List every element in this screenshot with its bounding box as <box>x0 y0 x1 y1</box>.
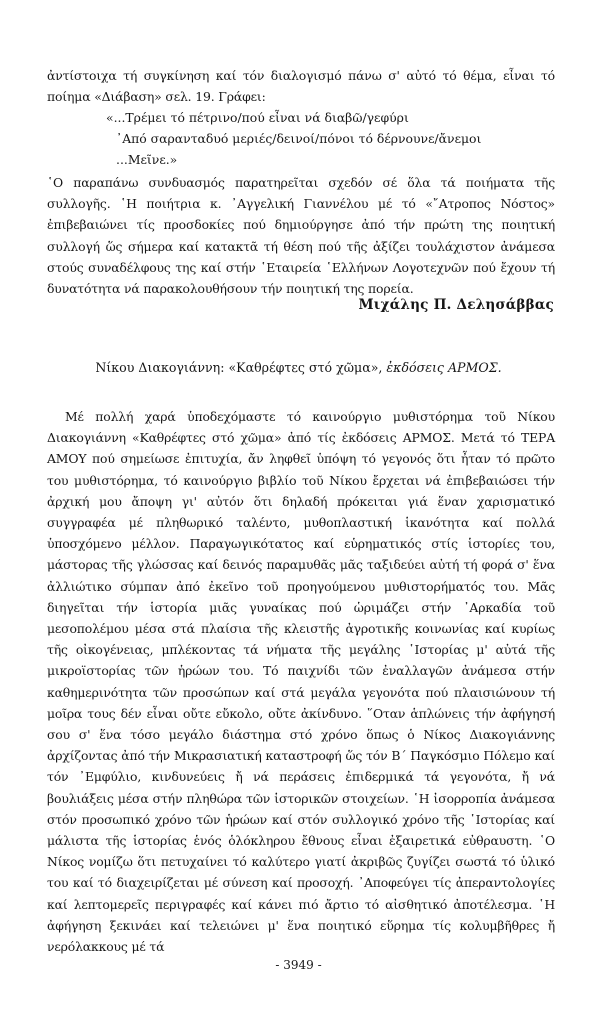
review-heading <box>0 360 597 375</box>
author-signature: Μιχάλης Π. Δελησάββας <box>358 297 554 313</box>
review-heading-book: Νίκου Διακογιάννη: «Καθρέφτες στό χῶμα», <box>95 360 387 375</box>
poem-quote-line-3: ...Μεῖνε.» <box>116 152 178 167</box>
page-number: - 3949 - <box>275 958 322 972</box>
review-heading-publisher: ἐκδόσεις ΑΡΜΟΣ. <box>386 360 502 375</box>
closing-paragraph: ῾Ο παραπάνω συνδυασμός παρατηρεῖται σχεδόν σέ ὅλα τά ποιήματα τῆς συλλογῆς. ῾Η ποιήτρια κ. ᾿Αγγελική Γιαννέλου μέ τό «῎Ατροπος Νόστος» ἐπιβεβαιώνει τίς προσδοκίες πού δημιούργησε ἀπό τήν πρώτη της ποιητική συλλογή ὥς σήμερα καί κατακτᾶ τή θέση πού τῆς ἀξίζει τουλάχιστον ἀνάμεσα στούς συναδέλφους της καί στήν ῾Εταιρεία ῾Ελλήνων Λογοτεχνῶν πού ἔχουν τή δυνατότητα νά παρακολουθήσουν τήν ποιητική της πορεία. <box>47 175 555 297</box>
intro-paragraph: ἀντίστοιχα τή συγκίνηση καί τόν διαλογισμό πάνω σ' αὐτό τό θέμα, εἶναι τό ποίημα «Διάβαση» σελ. 19. Γράφει: <box>47 68 555 105</box>
poem-quote-line-1: «...Τρέμει τό πέτρινο/πού εἶναι νά διαβῶ/γεφύρι <box>106 110 409 125</box>
poem-quote-line-2: ᾿Από σαρανταδυό μεριές/δεινοί/πόνοι τό δέρνουνε/ἄνεμοι <box>116 131 482 146</box>
review-paragraph: Μέ πολλή χαρά ὑποδεχόμαστε τό καινούργιο μυθιστόρημα τοῦ Νίκου Διακογιάννη «Καθρέφτες στό χῶμα» ἀπό τίς ἐκδόσεις ΑΡΜΟΣ. Μετά τό ΤΕΡΑ ΑΜΟΥ πού σημείωσε ἐπιτυχία, ἄν ληφθεῖ ὑπόψη τό γεγονός ὅτι ἦταν τό πρῶτο του μυθιστόρημα, τό καινούργιο βιβλίο τοῦ Νίκου ἔρχεται νά ἐπιβεβαιώσει τήν ἀρχική μου ἄποψη γι' αὐτόν ὅτι δηλαδή πρόκειται γιά ἕναν χαρισματικό συγγραφέα μέ πληθωρικό ταλέντο, μυθοπλαστική ἱκανότητα καί πολλά ὑποσχόμενο μέλλον. Παραγωγικότατος καί εὑρηματικός στίς ἱστορίες του, μάστορας τῆς γλώσσας καί δεινός παραμυθᾶς μᾶς ταξιδεύει αὐτή τή φορά σ' ἕνα ἀλλιώτικο σύμπαν ἀπό ἐκεῖνο τοῦ προηγούμενου μυθιστορήματός του. Μᾶς διηγεῖται τήν ἱστορία μιᾶς γυναίκας πού ὡριμάζει στήν ᾿Αρκαδία τοῦ μεσοπολέμου μέσα στά πλαίσια τῆς κλειστῆς ἀγροτικῆς κοινωνίας καί κυρίως τῆς οἰκογένειας, μπλέκοντας τά νήματα τῆς μεγάλης ῾Ιστορίας μ' αὐτά τῆς μικροϊστορίας τῶν ἡρώων του. Τό παιχνίδι τῶν ἐναλλαγῶν ἀνάμεσα στήν καθημερινότητα τῶν προσώπων καί στά μεγάλα γεγονότα πού πλαισιώνουν τή μοῖρα τους δέν εἶναι οὔτε εὔκολο, οὔτε ἀκίνδυνο. ῞Οταν ἁπλώνεις τήν ἀφήγησή σου σ' ἕνα τόσο μεγάλο διάστημα στό χρόνο ὅπως ὁ Νίκος Διακογιάννης ἀρχίζοντας ἀπό τήν Μικρασιατική καταστροφή ὥς τόν Β΄ Παγκόσμιο Πόλεμο καί τόν ᾿Εμφύλιο, κινδυνεύεις ἤ νά περάσεις ἐπιδερμικά τά γεγονότα, ἤ νά βουλιάξεις μέσα στήν πληθώρα τῶν ἱστορικῶν στοιχείων. ῾Η ἰσορροπία ἀνάμεσα στόν προσωπικό χρόνο τῶν ἡρώων καί στόν συλλογικό χρόνο τῆς ῾Ιστορίας καί μάλιστα τῆς ἱστορίας ἑνός ὁλόκληρου ἔθνους εἶναι ἐξαιρετικά εὐθραυστη. ῾Ο Νίκος νομίζω ὅτι πετυχαίνει τό καλύτερο γιατί ἀκριβῶς ζυγίζει σωστά τό ὑλικό του καί τό διαχειρίζεται μέ σύνεση καί προσοχή. ᾿Αποφεύγει τίς ἀπεραντολογίες καί λεπτομερεῖς περιγραφές καί κάνει πιό ἄρτιο τό αἰσθητικό ἀποτέλεσμα. ῾Η ἀφήγηση ξεκινάει καί τελειώνει μ' ἕνα ποιητικό εὕρημα τίς κολυμβῆθρες ἤ νερόλακκους μέ τά <box>47 409 555 955</box>
